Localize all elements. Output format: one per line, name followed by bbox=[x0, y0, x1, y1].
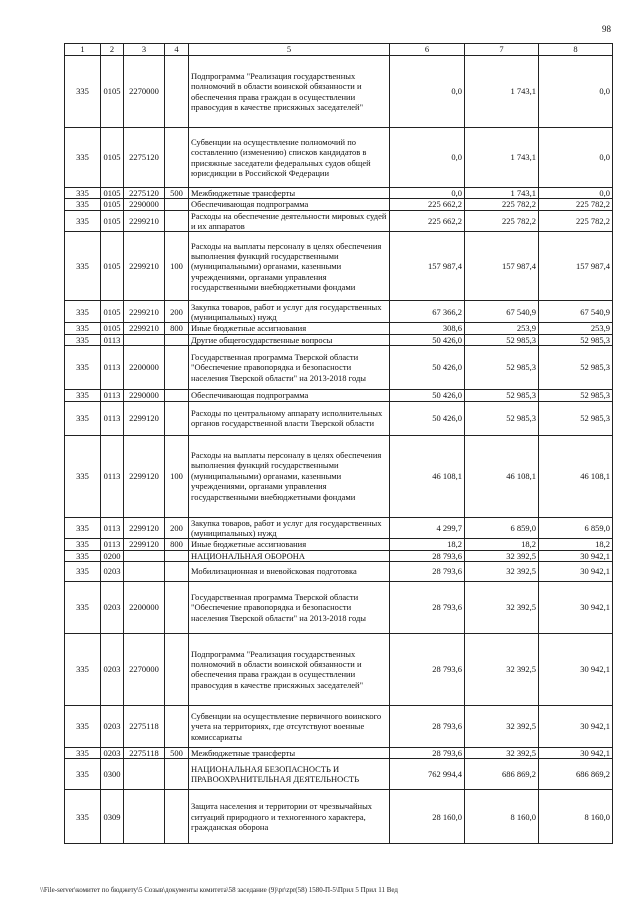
amount-cell: 67 540,9 bbox=[465, 301, 539, 323]
code-section-cell: 0105 bbox=[101, 323, 124, 334]
amount-cell: 0,0 bbox=[539, 56, 613, 128]
amount-cell: 32 392,5 bbox=[465, 633, 539, 705]
code-admin-cell: 335 bbox=[65, 539, 101, 550]
code-target-cell: 2290000 bbox=[124, 199, 165, 210]
code-target-cell: 2299120 bbox=[124, 435, 165, 517]
code-target-cell: 2275118 bbox=[124, 747, 165, 758]
amount-cell: 0,0 bbox=[539, 128, 613, 188]
description-cell: Межбюджетные трансферты bbox=[189, 188, 390, 199]
amount-cell: 225 782,2 bbox=[465, 210, 539, 232]
code-admin-cell: 335 bbox=[65, 581, 101, 633]
amount-cell: 67 366,2 bbox=[390, 301, 465, 323]
code-admin-cell: 335 bbox=[65, 790, 101, 844]
amount-cell: 225 782,2 bbox=[539, 210, 613, 232]
code-expense-type-cell bbox=[165, 790, 189, 844]
amount-cell: 50 426,0 bbox=[390, 390, 465, 401]
code-admin-cell: 335 bbox=[65, 346, 101, 390]
table-row bbox=[65, 561, 613, 581]
amount-cell: 0,0 bbox=[390, 128, 465, 188]
code-target-cell bbox=[124, 561, 165, 581]
amount-cell: 50 426,0 bbox=[390, 346, 465, 390]
table-row bbox=[65, 232, 613, 301]
table-row bbox=[65, 747, 613, 758]
code-expense-type-cell bbox=[165, 199, 189, 210]
table-header-row bbox=[65, 44, 613, 56]
code-expense-type-cell bbox=[165, 346, 189, 390]
amount-cell: 225 782,2 bbox=[465, 199, 539, 210]
amount-cell: 32 392,5 bbox=[465, 705, 539, 747]
code-admin-cell: 335 bbox=[65, 633, 101, 705]
amount-cell: 6 859,0 bbox=[539, 517, 613, 539]
code-target-cell: 2270000 bbox=[124, 633, 165, 705]
description-cell: Расходы на выплаты персоналу в целях обеспечения выполнения функций государственными (муниципальными) органами, казенными учреждениями, органами управления государственными внебюджетными фондами bbox=[189, 435, 390, 517]
amount-cell: 28 160,0 bbox=[390, 790, 465, 844]
code-target-cell: 2299210 bbox=[124, 232, 165, 301]
code-target-cell bbox=[124, 334, 165, 345]
amount-cell: 6 859,0 bbox=[465, 517, 539, 539]
code-section-cell: 0200 bbox=[101, 550, 124, 561]
description-cell: Другие общегосударственные вопросы bbox=[189, 334, 390, 345]
amount-cell: 32 392,5 bbox=[465, 747, 539, 758]
description-cell: Субвенции на осуществление полномочий по составлению (изменению) списков кандидатов в присяжные заседатели федеральных судов общей юрисдикции в Российской Федерации bbox=[189, 128, 390, 188]
amount-cell: 67 540,9 bbox=[539, 301, 613, 323]
table-row bbox=[65, 550, 613, 561]
description-cell: Обеспечивающая подпрограмма bbox=[189, 390, 390, 401]
code-expense-type-cell: 200 bbox=[165, 301, 189, 323]
amount-cell: 4 299,7 bbox=[390, 517, 465, 539]
amount-cell: 0,0 bbox=[539, 188, 613, 199]
amount-cell: 762 994,4 bbox=[390, 759, 465, 790]
code-section-cell: 0105 bbox=[101, 188, 124, 199]
table-row bbox=[65, 210, 613, 232]
column-header: 4 bbox=[165, 44, 189, 56]
table-row bbox=[65, 401, 613, 435]
code-section-cell: 0203 bbox=[101, 705, 124, 747]
amount-cell: 30 942,1 bbox=[539, 705, 613, 747]
code-section-cell: 0203 bbox=[101, 633, 124, 705]
amount-cell: 30 942,1 bbox=[539, 581, 613, 633]
table-row bbox=[65, 581, 613, 633]
code-admin-cell: 335 bbox=[65, 199, 101, 210]
code-admin-cell: 335 bbox=[65, 517, 101, 539]
amount-cell: 52 985,3 bbox=[539, 390, 613, 401]
table-row bbox=[65, 346, 613, 390]
description-cell: Расходы на обеспечение деятельности мировых судей и их аппаратов bbox=[189, 210, 390, 232]
code-admin-cell: 335 bbox=[65, 210, 101, 232]
code-section-cell: 0105 bbox=[101, 56, 124, 128]
code-admin-cell: 335 bbox=[65, 550, 101, 561]
code-expense-type-cell bbox=[165, 633, 189, 705]
code-expense-type-cell: 500 bbox=[165, 747, 189, 758]
code-expense-type-cell bbox=[165, 128, 189, 188]
amount-cell: 28 793,6 bbox=[390, 550, 465, 561]
table-row bbox=[65, 128, 613, 188]
amount-cell: 8 160,0 bbox=[539, 790, 613, 844]
table-row bbox=[65, 790, 613, 844]
code-target-cell: 2270000 bbox=[124, 56, 165, 128]
description-cell: Государственная программа Тверской области "Обеспечение правопорядка и безопасности населения Тверской области" на 2013-2018 годы bbox=[189, 346, 390, 390]
code-expense-type-cell bbox=[165, 705, 189, 747]
code-expense-type-cell bbox=[165, 581, 189, 633]
column-header: 6 bbox=[390, 44, 465, 56]
code-expense-type-cell bbox=[165, 56, 189, 128]
table-row bbox=[65, 334, 613, 345]
code-section-cell: 0105 bbox=[101, 199, 124, 210]
code-section-cell: 0113 bbox=[101, 346, 124, 390]
description-cell: Иные бюджетные ассигнования bbox=[189, 323, 390, 334]
amount-cell: 52 985,3 bbox=[539, 346, 613, 390]
amount-cell: 30 942,1 bbox=[539, 550, 613, 561]
code-section-cell: 0309 bbox=[101, 790, 124, 844]
amount-cell: 1 743,1 bbox=[465, 56, 539, 128]
code-section-cell: 0113 bbox=[101, 539, 124, 550]
code-section-cell: 0113 bbox=[101, 334, 124, 345]
code-target-cell: 2299120 bbox=[124, 401, 165, 435]
description-cell: НАЦИОНАЛЬНАЯ ОБОРОНА bbox=[189, 550, 390, 561]
amount-cell: 0,0 bbox=[390, 56, 465, 128]
description-cell: Иные бюджетные ассигнования bbox=[189, 539, 390, 550]
amount-cell: 46 108,1 bbox=[539, 435, 613, 517]
code-admin-cell: 335 bbox=[65, 705, 101, 747]
column-header: 1 bbox=[65, 44, 101, 56]
code-section-cell: 0113 bbox=[101, 390, 124, 401]
code-section-cell: 0113 bbox=[101, 435, 124, 517]
code-target-cell: 2299210 bbox=[124, 210, 165, 232]
code-expense-type-cell: 800 bbox=[165, 539, 189, 550]
description-cell: Расходы по центральному аппарату исполнительных органов государственной власти Тверской области bbox=[189, 401, 390, 435]
code-section-cell: 0203 bbox=[101, 561, 124, 581]
code-expense-type-cell: 200 bbox=[165, 517, 189, 539]
code-expense-type-cell: 800 bbox=[165, 323, 189, 334]
code-admin-cell: 335 bbox=[65, 334, 101, 345]
amount-cell: 225 782,2 bbox=[539, 199, 613, 210]
code-admin-cell: 335 bbox=[65, 188, 101, 199]
amount-cell: 0,0 bbox=[390, 188, 465, 199]
code-section-cell: 0105 bbox=[101, 210, 124, 232]
code-admin-cell: 335 bbox=[65, 747, 101, 758]
table-row bbox=[65, 323, 613, 334]
amount-cell: 28 793,6 bbox=[390, 705, 465, 747]
amount-cell: 28 793,6 bbox=[390, 633, 465, 705]
description-cell: Закупка товаров, работ и услуг для государственных (муниципальных) нужд bbox=[189, 301, 390, 323]
code-section-cell: 0203 bbox=[101, 747, 124, 758]
amount-cell: 30 942,1 bbox=[539, 633, 613, 705]
table-row bbox=[65, 705, 613, 747]
table-row bbox=[65, 199, 613, 210]
code-target-cell: 2200000 bbox=[124, 346, 165, 390]
code-target-cell: 2200000 bbox=[124, 581, 165, 633]
description-cell: Расходы на выплаты персоналу в целях обеспечения выполнения функций государственными (муниципальными) органами, казенными учреждениями, органами управления государственными внебюджетными фондами bbox=[189, 232, 390, 301]
table-row bbox=[65, 301, 613, 323]
column-header: 5 bbox=[189, 44, 390, 56]
code-expense-type-cell: 500 bbox=[165, 188, 189, 199]
code-target-cell: 2299210 bbox=[124, 323, 165, 334]
code-expense-type-cell: 100 bbox=[165, 435, 189, 517]
code-expense-type-cell bbox=[165, 550, 189, 561]
column-header: 3 bbox=[124, 44, 165, 56]
description-cell: Государственная программа Тверской области "Обеспечение правопорядка и безопасности населения Тверской области" на 2013-2018 годы bbox=[189, 581, 390, 633]
amount-cell: 253,9 bbox=[465, 323, 539, 334]
table-row bbox=[65, 633, 613, 705]
code-target-cell: 2299210 bbox=[124, 301, 165, 323]
code-admin-cell: 335 bbox=[65, 390, 101, 401]
column-header: 7 bbox=[465, 44, 539, 56]
code-target-cell: 2275120 bbox=[124, 128, 165, 188]
amount-cell: 225 662,2 bbox=[390, 199, 465, 210]
description-cell: Закупка товаров, работ и услуг для государственных (муниципальных) нужд bbox=[189, 517, 390, 539]
amount-cell: 253,9 bbox=[539, 323, 613, 334]
amount-cell: 1 743,1 bbox=[465, 128, 539, 188]
amount-cell: 157 987,4 bbox=[465, 232, 539, 301]
code-target-cell bbox=[124, 759, 165, 790]
code-target-cell: 2299120 bbox=[124, 517, 165, 539]
code-section-cell: 0105 bbox=[101, 301, 124, 323]
code-admin-cell: 335 bbox=[65, 561, 101, 581]
table-row bbox=[65, 435, 613, 517]
amount-cell: 52 985,3 bbox=[465, 334, 539, 345]
amount-cell: 686 869,2 bbox=[465, 759, 539, 790]
code-section-cell: 0113 bbox=[101, 401, 124, 435]
amount-cell: 1 743,1 bbox=[465, 188, 539, 199]
code-admin-cell: 335 bbox=[65, 323, 101, 334]
code-expense-type-cell bbox=[165, 390, 189, 401]
table-row bbox=[65, 517, 613, 539]
amount-cell: 32 392,5 bbox=[465, 561, 539, 581]
code-expense-type-cell bbox=[165, 759, 189, 790]
amount-cell: 50 426,0 bbox=[390, 401, 465, 435]
code-admin-cell: 335 bbox=[65, 128, 101, 188]
amount-cell: 686 869,2 bbox=[539, 759, 613, 790]
amount-cell: 52 985,3 bbox=[465, 346, 539, 390]
description-cell: Защита населения и территории от чрезвычайных ситуаций природного и техногенного характера, гражданская оборона bbox=[189, 790, 390, 844]
description-cell: Субвенции на осуществление первичного воинского учета на территориях, где отсутствуют военные комиссариаты bbox=[189, 705, 390, 747]
amount-cell: 28 793,6 bbox=[390, 581, 465, 633]
budget-table bbox=[64, 43, 613, 844]
code-expense-type-cell bbox=[165, 401, 189, 435]
code-admin-cell: 335 bbox=[65, 401, 101, 435]
amount-cell: 8 160,0 bbox=[465, 790, 539, 844]
code-admin-cell: 335 bbox=[65, 232, 101, 301]
amount-cell: 18,2 bbox=[539, 539, 613, 550]
description-cell: Обеспечивающая подпрограмма bbox=[189, 199, 390, 210]
description-cell: НАЦИОНАЛЬНАЯ БЕЗОПАСНОСТЬ И ПРАВООХРАНИТЕЛЬНАЯ ДЕЯТЕЛЬНОСТЬ bbox=[189, 759, 390, 790]
code-expense-type-cell: 100 bbox=[165, 232, 189, 301]
description-cell: Подпрограмма "Реализация государственных полномочий в области воинской обязанности и обеспечения права граждан в осуществлении правосудия в качестве присяжных заседателей" bbox=[189, 56, 390, 128]
code-section-cell: 0105 bbox=[101, 232, 124, 301]
table-row bbox=[65, 539, 613, 550]
code-expense-type-cell bbox=[165, 561, 189, 581]
amount-cell: 28 793,6 bbox=[390, 747, 465, 758]
code-target-cell: 2299120 bbox=[124, 539, 165, 550]
code-target-cell: 2290000 bbox=[124, 390, 165, 401]
amount-cell: 52 985,3 bbox=[465, 401, 539, 435]
description-cell: Межбюджетные трансферты bbox=[189, 747, 390, 758]
amount-cell: 46 108,1 bbox=[390, 435, 465, 517]
amount-cell: 30 942,1 bbox=[539, 747, 613, 758]
code-admin-cell: 335 bbox=[65, 56, 101, 128]
file-path-footer: \\File-server\комитет по бюджету\5 Созыв\документы комитета\58 заседание (9)\pr\zpr(58) 1580-П-5\Прил 5 Прил 11 Вед bbox=[40, 886, 398, 894]
amount-cell: 52 985,3 bbox=[465, 390, 539, 401]
code-admin-cell: 335 bbox=[65, 435, 101, 517]
amount-cell: 18,2 bbox=[465, 539, 539, 550]
column-header: 8 bbox=[539, 44, 613, 56]
code-target-cell bbox=[124, 550, 165, 561]
amount-cell: 28 793,6 bbox=[390, 561, 465, 581]
amount-cell: 52 985,3 bbox=[539, 334, 613, 345]
code-section-cell: 0300 bbox=[101, 759, 124, 790]
code-section-cell: 0203 bbox=[101, 581, 124, 633]
code-target-cell: 2275120 bbox=[124, 188, 165, 199]
description-cell: Подпрограмма "Реализация государственных полномочий в области воинской обязанности и обеспечения права граждан в осуществлении правосудия в качестве присяжных заседателей" bbox=[189, 633, 390, 705]
amount-cell: 52 985,3 bbox=[539, 401, 613, 435]
amount-cell: 18,2 bbox=[390, 539, 465, 550]
amount-cell: 225 662,2 bbox=[390, 210, 465, 232]
code-target-cell bbox=[124, 790, 165, 844]
amount-cell: 46 108,1 bbox=[465, 435, 539, 517]
table-row bbox=[65, 56, 613, 128]
code-section-cell: 0113 bbox=[101, 517, 124, 539]
page-number: 98 bbox=[602, 24, 611, 34]
amount-cell: 50 426,0 bbox=[390, 334, 465, 345]
column-header: 2 bbox=[101, 44, 124, 56]
description-cell: Мобилизационная и вневойсковая подготовка bbox=[189, 561, 390, 581]
code-section-cell: 0105 bbox=[101, 128, 124, 188]
code-admin-cell: 335 bbox=[65, 759, 101, 790]
amount-cell: 32 392,5 bbox=[465, 581, 539, 633]
table-body bbox=[65, 56, 613, 844]
code-target-cell: 2275118 bbox=[124, 705, 165, 747]
amount-cell: 157 987,4 bbox=[390, 232, 465, 301]
amount-cell: 157 987,4 bbox=[539, 232, 613, 301]
amount-cell: 30 942,1 bbox=[539, 561, 613, 581]
table-row bbox=[65, 759, 613, 790]
code-admin-cell: 335 bbox=[65, 301, 101, 323]
table-row bbox=[65, 188, 613, 199]
table-row bbox=[65, 390, 613, 401]
code-expense-type-cell bbox=[165, 334, 189, 345]
code-expense-type-cell bbox=[165, 210, 189, 232]
amount-cell: 308,6 bbox=[390, 323, 465, 334]
amount-cell: 32 392,5 bbox=[465, 550, 539, 561]
